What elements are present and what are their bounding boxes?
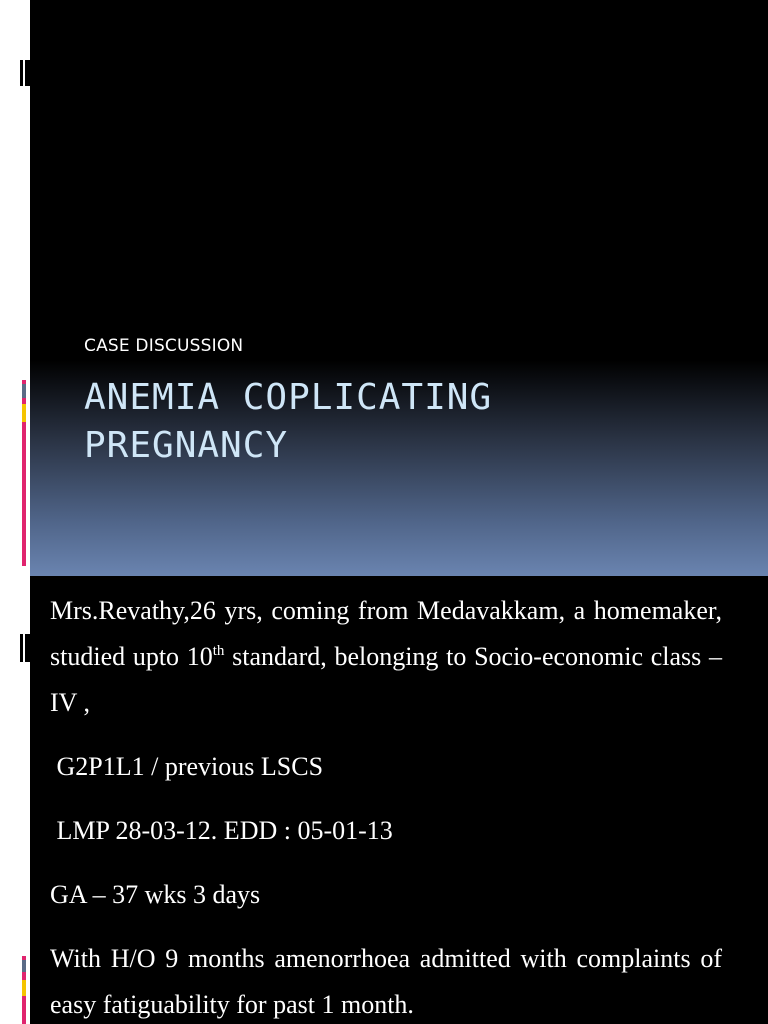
intro-text-1: Mrs.Revathy,26 yrs, coming from Medavakkam, a homemaker, studied upto 10	[50, 596, 722, 671]
accent-bar-yellow-bottom	[22, 980, 26, 996]
gestational-age: GA – 37 wks 3 days	[50, 880, 261, 909]
intro-superscript: th	[212, 643, 225, 659]
presenting-history: With H/O 9 months amenorrhoea admitted with complaints of easy fatiguability for past 1 month.	[50, 944, 722, 1019]
title-slide	[30, 0, 768, 576]
title-line-2: PREGNANCY	[84, 425, 289, 466]
slide-title	[84, 374, 744, 470]
intro-text-2: standard, belonging to Socio-economic class – IV ,	[50, 642, 722, 717]
title-line-1: ANEMIA COPLICATING	[84, 377, 493, 418]
slide-marker-top	[20, 60, 23, 86]
accent-bar-yellow	[22, 404, 26, 422]
obstetric-history: G2P1L1 / previous LSCS	[50, 752, 324, 781]
case-details-slide	[30, 576, 768, 1024]
accent-bar-gray	[22, 384, 26, 398]
patient-intro	[50, 588, 722, 726]
slide-marker-middle	[20, 634, 23, 662]
left-margin	[0, 0, 30, 1024]
slide-subtitle: CASE DISCUSSION	[84, 336, 244, 356]
case-details-body	[50, 588, 722, 1024]
lmp-edd: LMP 28-03-12. EDD : 05-01-13	[50, 816, 393, 845]
accent-bar-gray-bottom	[22, 960, 26, 972]
